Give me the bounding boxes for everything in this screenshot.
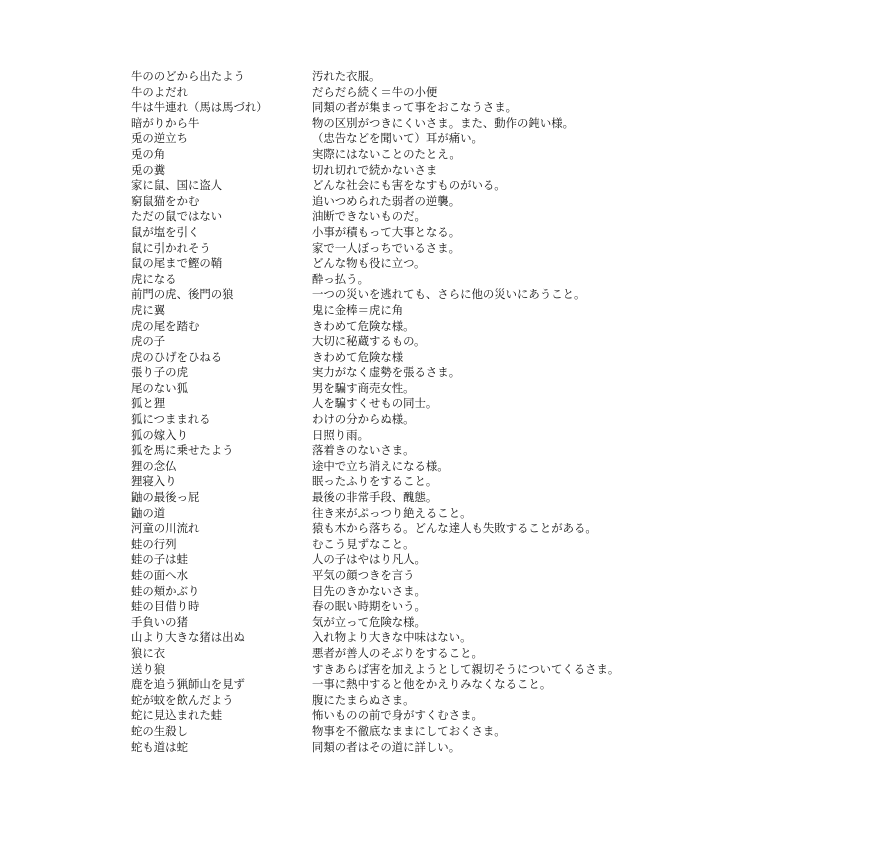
- proverb-term: 狐の嫁入り: [131, 427, 188, 442]
- proverb-row: [131, 100, 831, 116]
- proverb-term: 鹿を追う猟師山を見ず: [131, 677, 245, 692]
- proverb-meaning: 落着きのないさま。: [312, 443, 415, 458]
- proverb-term: 蛇も道は蛇: [131, 739, 188, 754]
- proverb-meaning: 一つの災いを逃れても、さらに他の災いにあうこと。: [312, 287, 586, 302]
- proverb-term: 狸の念仏: [131, 458, 177, 473]
- proverb-row: [131, 241, 831, 257]
- proverb-row: [131, 693, 831, 709]
- proverb-meaning: 人の子はやはり凡人。: [312, 552, 426, 567]
- proverb-term: 鼬の最後っ屁: [131, 490, 200, 505]
- proverb-meaning: 小事が積もって大事となる。: [312, 224, 461, 239]
- proverb-row: [131, 474, 831, 490]
- proverb-term: 前門の虎、後門の狼: [131, 287, 234, 302]
- proverb-meaning: 日照り雨。: [312, 427, 369, 442]
- proverb-meaning: 一事に熱中すると他をかえりみなくなること。: [312, 677, 552, 692]
- proverb-term: 鼠に引かれそう: [131, 240, 211, 255]
- proverb-row: [131, 163, 831, 179]
- proverb-row: [131, 443, 831, 459]
- proverb-term: 兎の角: [131, 146, 166, 161]
- proverb-row: [131, 131, 831, 147]
- proverb-term: 蛇の生殺し: [131, 723, 188, 738]
- proverb-row: [131, 319, 831, 335]
- proverb-meaning: 家で一人ぼっちでいるさま。: [312, 240, 460, 255]
- proverb-row: [131, 740, 831, 756]
- proverb-term: 蛙の子は蛙: [131, 552, 188, 567]
- proverb-meaning: 同類の者はその道に詳しい。: [312, 739, 461, 754]
- proverb-term: 牛ののどから出たよう: [131, 69, 245, 83]
- proverb-meaning: 酔っ払う。: [312, 271, 369, 286]
- proverb-row: [131, 521, 831, 537]
- proverb-list: [131, 69, 831, 755]
- proverb-row: [131, 334, 831, 350]
- proverb-row: [131, 630, 831, 646]
- proverb-meaning: 実際にはないことのたとえ。: [312, 146, 461, 161]
- proverb-row: [131, 615, 831, 631]
- proverb-meaning: （忠告などを聞いて）耳が痛い。: [312, 131, 483, 146]
- proverb-row: [131, 459, 831, 475]
- proverb-meaning: 途中で立ち消えになる様。: [312, 458, 449, 473]
- proverb-term: 鼠の尾まで鰹の鞘: [131, 256, 223, 271]
- proverb-meaning: 眠ったふりをすること。: [312, 474, 438, 489]
- proverb-term: 張り子の虎: [131, 365, 188, 380]
- proverb-row: [131, 599, 831, 615]
- proverb-row: [131, 412, 831, 428]
- proverb-term: 蛙の行列: [131, 536, 177, 551]
- proverb-term: 狸寝入り: [131, 474, 177, 489]
- proverb-row: [131, 490, 831, 506]
- proverb-term: 暗がりから牛: [131, 115, 200, 130]
- proverb-meaning: 実力がなく虚勢を張るさま。: [312, 365, 461, 380]
- proverb-meaning: きわめて危険な様: [312, 349, 404, 364]
- proverb-term: 鼠が塩を引く: [131, 224, 200, 239]
- proverb-row: [131, 506, 831, 522]
- proverb-row: [131, 147, 831, 163]
- proverb-term: ただの鼠ではない: [131, 209, 223, 224]
- proverb-term: 蛇に見込まれた蛙: [131, 708, 223, 723]
- proverb-row: [131, 178, 831, 194]
- proverb-term: 虎になる: [131, 271, 177, 286]
- proverb-row: [131, 256, 831, 272]
- proverb-term: 牛は牛連れ（馬は馬づれ）: [131, 100, 268, 115]
- proverb-row: [131, 396, 831, 412]
- proverb-term: 狐につままれる: [131, 412, 211, 427]
- proverb-term: 虎の子: [131, 334, 166, 349]
- proverb-row: [131, 209, 831, 225]
- proverb-row: [131, 677, 831, 693]
- proverb-meaning: 目先のきかないさま。: [312, 583, 426, 598]
- proverb-term: 手負いの猪: [131, 614, 188, 629]
- proverb-row: [131, 662, 831, 678]
- proverb-meaning: きわめて危険な様。: [312, 318, 415, 333]
- proverb-meaning: 男を騙す商売女性。: [312, 380, 415, 395]
- proverb-term: 窮鼠猫をかむ: [131, 193, 200, 208]
- proverb-meaning: 悪者が善人のそぶりをすること。: [312, 645, 483, 660]
- proverb-meaning: どんな社会にも害をなすものがいる。: [312, 178, 506, 193]
- proverb-meaning: 平気の顔つきを言う: [312, 568, 415, 582]
- proverb-term: 蛙の頬かぶり: [131, 583, 200, 598]
- proverb-row: [131, 194, 831, 210]
- proverb-meaning: 同類の者が集まって事をおこなうさま。: [312, 100, 518, 115]
- proverb-term: 狼に衣: [131, 645, 166, 660]
- proverb-meaning: 切れ切れで続かないさま: [312, 162, 438, 177]
- proverb-term: 兎の逆立ち: [131, 131, 188, 146]
- proverb-row: [131, 646, 831, 662]
- proverb-meaning: 最後の非常手段、醜態。: [312, 490, 438, 505]
- proverb-row: [131, 287, 831, 303]
- proverb-meaning: どんな物も役に立つ。: [312, 256, 426, 271]
- proverb-term: 蛙の面へ水: [131, 568, 188, 582]
- proverb-meaning: 追いつめられた弱者の逆襲。: [312, 193, 461, 208]
- proverb-row: [131, 85, 831, 101]
- proverb-meaning: 人を騙すくせもの同士。: [312, 396, 438, 411]
- proverb-meaning: 鬼に金棒＝虎に角: [312, 302, 404, 317]
- proverb-meaning: 入れ物より大きな中味はない。: [312, 630, 472, 645]
- proverb-term: 山より大きな猪は出ぬ: [131, 630, 245, 645]
- proverb-term: 蛙の目借り時: [131, 599, 200, 614]
- proverb-meaning: 物の区別がつきにくいさま。また、動作の鈍い様。: [312, 115, 574, 130]
- proverb-meaning: 汚れた衣服。: [312, 69, 381, 83]
- proverb-meaning: 怖いものの前で身がすくむさま。: [312, 708, 483, 723]
- proverb-meaning: 猿も木から落ちる。どんな達人も失敗することがある。: [312, 521, 597, 536]
- proverb-term: 虎の尾を踏む: [131, 318, 200, 333]
- proverb-meaning: 腹にたまらぬさま。: [312, 692, 415, 707]
- proverb-row: [131, 69, 831, 85]
- proverb-row: [131, 724, 831, 740]
- proverb-term: 河童の川流れ: [131, 521, 200, 536]
- proverb-meaning: だらだら続く＝牛の小便: [312, 84, 438, 99]
- proverb-meaning: 油断できないものだ。: [312, 209, 426, 224]
- proverb-row: [131, 272, 831, 288]
- proverb-row: [131, 365, 831, 381]
- proverb-term: 兎の糞: [131, 162, 166, 177]
- proverb-term: 尾のない狐: [131, 380, 188, 395]
- proverb-meaning: 大切に秘蔵するもの。: [312, 334, 426, 349]
- proverb-term: 虎に翼: [131, 302, 166, 317]
- proverb-row: [131, 303, 831, 319]
- proverb-row: [131, 568, 831, 584]
- proverb-term: 鼬の道: [131, 505, 166, 520]
- proverb-row: [131, 428, 831, 444]
- proverb-term: 蛇が蚊を飲んだよう: [131, 692, 234, 707]
- proverb-row: [131, 225, 831, 241]
- proverb-row: [131, 708, 831, 724]
- proverb-meaning: わけの分からぬ様。: [312, 412, 415, 427]
- proverb-term: 狐を馬に乗せたよう: [131, 443, 234, 458]
- proverb-meaning: 物事を不徹底なままにしておくさま。: [312, 723, 506, 738]
- proverb-term: 家に鼠、国に盗人: [131, 178, 223, 193]
- proverb-meaning: 春の眠い時期をいう。: [312, 599, 426, 614]
- proverb-term: 狐と狸: [131, 396, 166, 411]
- proverb-term: 牛のよだれ: [131, 84, 188, 99]
- proverb-meaning: 往き来がぷっつり絶えること。: [312, 505, 472, 520]
- proverb-meaning: むこう見ずなこと。: [312, 536, 415, 551]
- proverb-term: 送り狼: [131, 661, 166, 676]
- proverb-row: [131, 350, 831, 366]
- proverb-row: [131, 381, 831, 397]
- proverb-meaning: すきあらば害を加えようとして親切そうについてくるさま。: [312, 661, 620, 676]
- proverb-row: [131, 116, 831, 132]
- proverb-row: [131, 537, 831, 553]
- proverb-meaning: 気が立って危険な様。: [312, 614, 426, 629]
- proverb-term: 虎のひげをひねる: [131, 349, 223, 364]
- proverb-row: [131, 552, 831, 568]
- proverb-row: [131, 584, 831, 600]
